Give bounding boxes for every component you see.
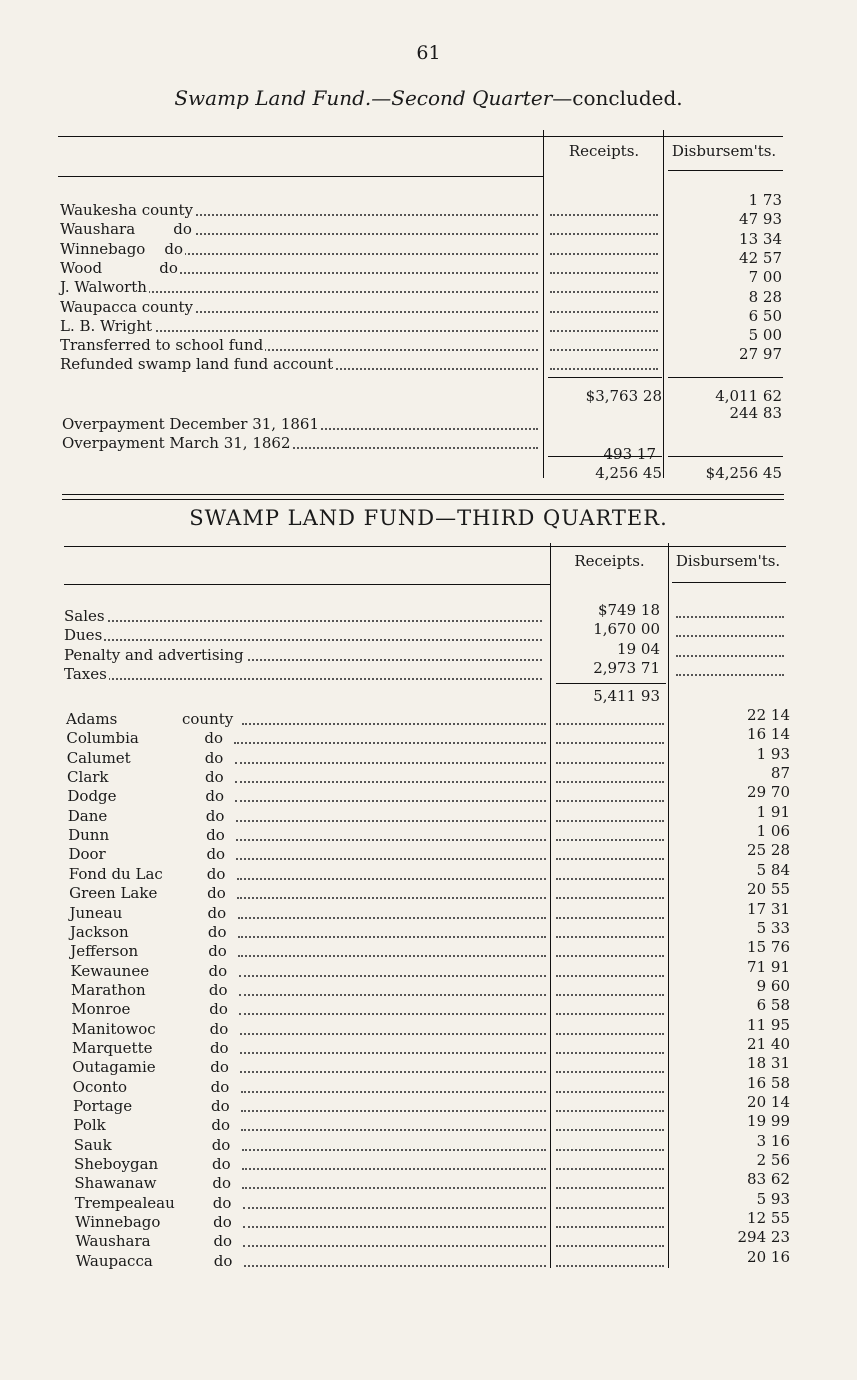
s2-county-receipts-dots [556,767,664,783]
s2-county-name: Shawanaw [74,1174,157,1193]
s2-county-row [70,922,548,942]
s2-header-receipts: Receipts. [574,552,645,570]
s1-row-label: Waukesha county [60,201,194,219]
s2-county-disb: 16 14 [747,725,790,744]
s1-row-disb: 8 28 [748,287,782,306]
s1-end-rule-b [62,499,784,500]
s2-county-disb: 9 60 [756,976,790,995]
s1-overpayment-disb: 244 83 [729,404,782,422]
s2-county-row [73,1077,548,1097]
s2-county-disb: 18 31 [747,1054,790,1073]
s2-county-disb: 29 70 [747,783,790,802]
s2-receipt-row [64,625,548,645]
s1-overpayment-receipts: 493 17 [603,445,656,463]
s2-county-name: Green Lake [69,884,158,903]
s2-county-disb: 1 93 [756,744,790,763]
s1-header-disbursements: Disbursem'ts. [671,142,777,160]
s2-county-name: Waushara [75,1232,151,1251]
s1-row [60,219,543,239]
s2-county-ditto: do [212,1155,231,1174]
s1-row [60,258,543,278]
section2-title: SWAMP LAND FUND—THIRD QUARTER. [189,506,668,530]
s2-county-name: Marathon [70,980,146,999]
s2-county-ditto: do [213,1232,233,1251]
s1-total-rule-receipts [548,456,662,457]
s1-row-label: L. B. Wright [60,316,153,335]
s2-county-name: Jefferson [70,942,139,961]
s2-county-ditto: do [204,748,224,767]
section1-title-suffix: —concluded. [552,86,683,110]
s2-county-receipts-dots [556,806,664,822]
s2-county-disb: 5 84 [756,860,790,879]
s2-receipt-leader [64,664,542,680]
s1-total-receipts: 4,256 45 [595,464,662,482]
s2-receipt-total-rule [556,683,666,684]
s1-row-receipts-dots [550,297,658,313]
s2-county-leader [240,1057,546,1073]
s2-county-row [69,883,548,903]
s2-county-receipts-dots [556,999,664,1015]
s2-county-disb: 83 62 [747,1170,790,1189]
s2-county-receipts-dots [556,1251,664,1267]
s2-county-disb: 21 40 [747,1034,790,1053]
s2-county-name: Clark [67,768,109,787]
s1-header-receipts: Receipts. [568,142,640,160]
s2-county-name: Kewaunee [70,961,150,980]
s2-county-leader [236,844,546,860]
s2-county-receipts-dots [556,1096,664,1112]
s2-county-disb: 20 14 [747,1093,790,1111]
s2-county-leader [235,786,546,802]
s2-receipt-leader [64,606,542,622]
s2-county-leader [235,748,546,764]
s2-county-leader [237,883,546,899]
s1-row-disb: 7 00 [748,268,782,287]
s2-county-ditto: do [212,1193,232,1212]
s1-header-rule-right [668,170,783,171]
s2-county-ditto: do [206,864,226,883]
s2-county-name: Outagamie [72,1058,156,1077]
s2-header-rule-right [672,582,786,583]
s2-county-receipts-dots [556,864,664,880]
page-number: 61 [416,42,441,64]
s1-row-disb: 13 34 [739,229,782,248]
s1-col1-divider [543,130,544,478]
s2-receipt-label: Sales [64,607,105,625]
s2-county-ditto: do [212,1174,232,1193]
s2-county-leader [239,999,546,1015]
s2-receipt-value: 19 04 [617,639,660,658]
s2-county-row [75,1231,548,1251]
s2-county-receipts-dots [556,883,664,899]
s2-county-name: Monroe [71,1000,131,1019]
s2-county-row [75,1212,548,1232]
s2-county-row [69,864,548,884]
s2-county-row [76,1251,548,1271]
s1-subtotal-receipts: $3,763 28 [585,387,662,405]
s2-county-disb: 17 31 [747,899,790,918]
s2-county-row [67,748,548,768]
s2-county-row [67,767,548,787]
s2-county-ditto: do [206,826,225,845]
s2-county-disb: 87 [770,764,790,783]
s2-county-receipts-dots [556,1057,664,1073]
s2-county-disb: 1 06 [756,822,790,841]
s2-county-row [70,941,548,961]
s2-county-disb: 19 99 [747,1112,790,1131]
s2-county-leader [236,806,546,822]
s1-row-receipts-dots [550,277,658,293]
s2-county-leader [238,903,547,919]
s2-county-ditto: do [213,1213,232,1232]
s1-total-disb: $4,256 45 [705,464,782,482]
s2-header-disbursements: Disbursem'ts. [675,552,781,570]
s2-county-row [68,844,548,864]
s2-county-leader [239,980,546,996]
s2-county-leader [241,1096,546,1112]
s1-total-rule-disb [668,456,783,457]
s2-county-ditto: do [210,1077,230,1096]
s2-top-rule [64,546,786,547]
s2-col1-divider [550,543,551,1268]
s2-county-name: Trempealeau [74,1193,175,1212]
s2-receipt-label: Taxes [64,664,107,683]
s2-county-ditto: do [207,922,227,941]
s2-county-name: Waupacca [75,1251,153,1270]
s1-row-label: J. Walworth [60,278,147,297]
s2-county-disb: 3 16 [756,1131,790,1150]
s2-county-receipts-dots [556,1115,664,1131]
s2-county-row [73,1096,548,1116]
s2-receipt-value: $749 18 [597,601,660,619]
s2-county-ditto: do [208,961,228,980]
s1-row-label: Refunded swamp land fund account [60,355,334,374]
s2-county-receipts-dots [556,980,664,996]
s1-row-label: Winnebago do [60,239,184,258]
s2-county-ditto: do [208,980,228,999]
s2-county-row [73,1115,548,1135]
s2-county-ditto: county [182,710,234,728]
s2-county-row [66,728,548,748]
s2-col2-divider [668,543,669,1268]
s2-county-name: Portage [73,1097,133,1115]
s2-receipt-disb-dots [676,660,784,676]
s2-county-name: Dane [67,806,108,825]
s1-row-label: Wood do [60,258,178,277]
s1-row-receipts-dots [550,239,658,255]
s2-county-row [68,806,548,826]
s2-county-name: Jackson [69,922,129,941]
s2-county-ditto: do [211,1135,231,1154]
s2-receipt-disb-dots [676,621,784,637]
s2-county-disb: 2 56 [756,1151,790,1170]
s1-row-receipts-dots [550,219,658,235]
s1-row-disb: 1 73 [748,191,782,209]
s2-county-receipts-dots [556,844,664,860]
s2-county-leader [234,728,546,744]
s2-county-ditto: do [213,1251,233,1270]
s2-county-name: Fond du Lac [68,864,163,883]
s2-county-ditto: do [205,787,225,806]
s2-county-receipts-dots [556,922,664,938]
s2-county-name: Door [68,845,106,864]
s2-county-receipts-dots [556,748,664,764]
s2-county-name: Polk [73,1116,106,1135]
s2-county-disb: 11 95 [747,1015,790,1034]
s2-county-disb: 6 58 [756,996,790,1015]
s2-county-ditto: do [207,903,227,922]
s2-county-ditto: do [205,806,225,825]
s2-county-ditto: do [207,884,226,903]
s2-county-receipts-dots [556,941,664,957]
s1-overpayment-label: Overpayment December 31, 1861 [62,415,320,433]
s1-row-receipts-dots [550,200,658,216]
s2-county-leader [243,1193,546,1209]
s1-row-receipts-dots [550,258,658,274]
section1-title-italic: Swamp Land Fund.—Second Quarter [174,86,553,110]
s1-row [60,354,543,374]
s1-subtotal-rule-receipts [548,377,662,378]
s1-row-disb: 6 50 [748,306,782,325]
s2-receipt-leader [64,625,542,641]
s2-county-ditto: do [204,729,223,748]
s2-county-name: Winnebago [75,1213,161,1232]
s2-county-receipts-dots [556,1019,664,1035]
s2-county-leader [241,1115,546,1131]
s2-receipt-row [64,645,548,665]
s2-county-row [72,1038,548,1058]
s2-county-disb: 5 93 [756,1189,790,1208]
s2-county-receipts-dots [556,1231,664,1247]
s2-county-name: Manitowoc [71,1019,156,1038]
s2-county-leader [240,1038,546,1054]
s2-county-row [67,786,548,806]
s2-county-name: Juneau [69,903,123,922]
s1-subtotal-disb: 4,011 62 [715,387,782,405]
s2-county-receipts-dots [556,1212,664,1228]
s1-overpayment-row [62,414,543,434]
s2-county-name: Adams [66,710,118,728]
s2-county-name: Dunn [68,826,110,845]
s2-county-name: Sheboygan [74,1155,159,1174]
s2-county-receipts-dots [556,1154,664,1170]
s2-county-receipts-dots [556,1173,664,1189]
s2-county-ditto: do [208,942,227,961]
s2-county-disb: 20 55 [747,880,790,899]
s2-county-receipts-dots [556,1193,664,1209]
s2-header-rule [64,584,550,585]
s2-receipt-value: 1,670 00 [593,620,660,639]
s1-top-rule [58,136,783,137]
s2-county-row [71,961,548,981]
s2-county-row [66,709,548,729]
s2-county-leader [238,941,546,957]
s2-receipt-row [64,606,548,626]
s2-county-receipts-dots [556,786,664,802]
s2-county-receipts-dots [556,728,664,744]
s2-county-row [74,1173,548,1193]
s2-county-ditto: do [209,1019,229,1038]
s2-county-disb: 12 55 [747,1209,790,1228]
s2-receipt-label: Dues [64,626,103,645]
s2-receipt-total: 5,411 93 [593,687,660,705]
s2-county-leader [242,1154,546,1170]
s2-receipt-disb-dots [676,602,784,618]
s2-county-receipts-dots [556,1077,664,1093]
s1-row-label: Waupacca county [60,297,194,316]
s2-county-disb: 20 16 [747,1247,790,1266]
s2-receipt-value: 2,973 71 [593,658,660,677]
s2-county-ditto: do [211,1116,230,1135]
s2-county-row [71,999,548,1019]
s1-row-disb: 42 57 [739,248,782,267]
s1-row-receipts-dots [550,335,658,351]
s1-row-disb: 47 93 [739,210,782,229]
s2-county-leader [242,1135,546,1151]
s2-county-leader [242,709,546,725]
s2-county-disb: 294 23 [737,1228,790,1247]
s2-county-ditto: do [209,1000,228,1019]
s1-row-receipts-dots [550,316,658,332]
s1-subtotal-rule-disb [668,377,783,378]
s2-county-name: Marquette [71,1038,153,1057]
s2-county-leader [243,1212,546,1228]
s2-county-disb: 22 14 [747,706,790,724]
s2-receipt-disb-dots [676,641,784,657]
s2-receipt-row [64,664,548,684]
s2-county-ditto: do [211,1097,230,1115]
s2-receipt-label: Penalty and advertising [64,645,244,664]
s2-county-disb: 71 91 [747,957,790,976]
s2-county-row [70,903,549,923]
s2-county-disb: 1 91 [756,802,790,821]
s2-county-disb: 15 76 [747,938,790,957]
s1-overpayment-label: Overpayment March 31, 1862 [62,434,291,452]
s2-county-row [72,1019,548,1039]
s2-county-leader [238,922,546,938]
s2-county-ditto: do [205,768,224,787]
s2-county-disb: 25 28 [747,841,790,860]
s2-county-name: Columbia [66,729,139,748]
s1-row [60,200,543,220]
s2-county-receipts-dots [556,1038,664,1054]
s2-county-name: Sauk [73,1135,112,1154]
s1-row-receipts-dots [550,354,658,370]
s1-row-disb: 5 00 [748,326,782,345]
s2-county-leader [235,767,546,783]
s2-county-ditto: do [210,1058,229,1077]
s2-county-receipts-dots [556,961,664,977]
s2-county-ditto: do [209,1038,229,1057]
s2-county-leader [236,825,546,841]
s2-county-leader [237,864,546,880]
s2-county-leader [242,1173,546,1189]
s1-row-label: Waushara do [60,220,192,239]
s2-county-name: Oconto [72,1077,128,1096]
s2-county-ditto: do [206,845,226,864]
s2-county-disb: 16 58 [747,1073,790,1092]
s2-county-leader [243,1231,546,1247]
s1-row-label: Transferred to school fund [60,336,264,355]
s2-county-receipts-dots [556,1135,664,1151]
s2-county-row [74,1154,548,1174]
s2-county-row [72,1057,548,1077]
s2-county-receipts-dots [556,825,664,841]
s1-row [60,277,543,297]
section1-title [0,86,857,110]
s2-county-receipts-dots [556,709,664,725]
s1-end-rule-a [62,494,784,495]
s1-row [60,335,543,355]
s2-county-disb: 5 33 [756,918,790,937]
s1-row [60,316,543,336]
s2-county-receipts-dots [556,903,664,919]
s1-overpayment-row [62,433,543,453]
s2-county-name: Calumet [66,748,131,767]
s1-row-disb: 27 97 [739,345,782,364]
s1-header-rule [58,176,543,177]
s2-county-leader [241,1077,546,1093]
s2-county-row [75,1193,548,1213]
s2-county-leader [239,961,546,977]
s2-county-row [68,825,548,845]
s2-county-row [71,980,548,1000]
s1-row [60,297,543,317]
s2-county-name: Dodge [67,787,117,806]
s2-county-leader [244,1251,546,1267]
s2-county-leader [240,1019,546,1035]
s1-row [60,239,543,259]
s2-county-row [74,1135,548,1155]
